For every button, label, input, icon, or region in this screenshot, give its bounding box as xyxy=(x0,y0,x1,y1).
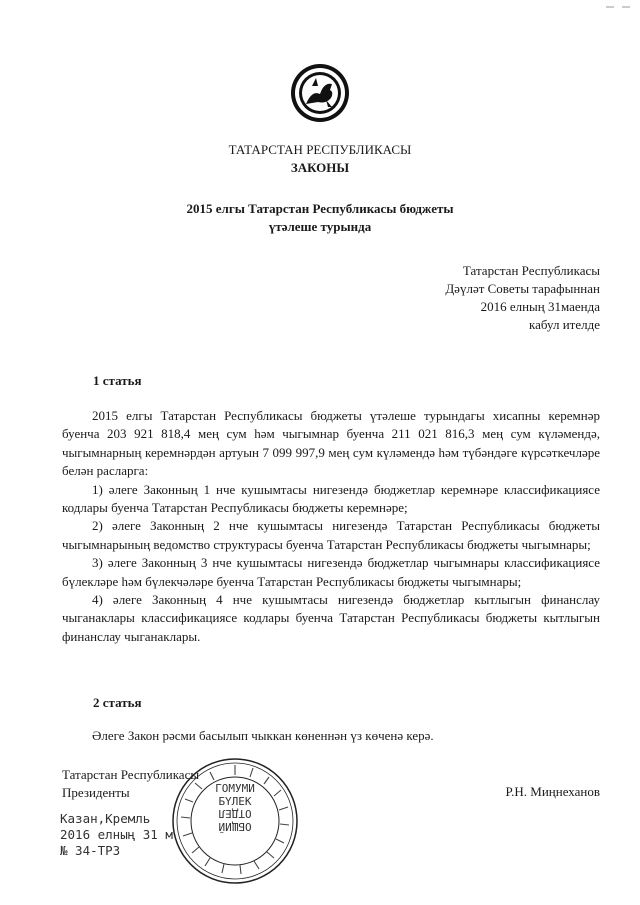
article2-text: Әлеге Закон рәсми басылып чыккан көненнән үз көченә керә. xyxy=(92,728,434,743)
document-title-line1: 2015 елгы Татарстан Республикасы бюджеты xyxy=(186,201,454,216)
seal-line3: ОТДЕЛ xyxy=(218,807,252,820)
seal-line1: ГОМУМИ xyxy=(215,782,255,795)
adoption-line1: Татарстан Республикасы xyxy=(462,263,600,278)
header-law: ЗАКОНЫ xyxy=(290,160,350,175)
article1-heading: 1 статья xyxy=(93,373,142,388)
article1-item3: 3) әлеге Законның 3 нче кушымтасы нигезендә бюджетлар чыгымнары классификациясе бүлекләре һәм бүлекчәләре буенча Татарстан Республикасы бюджеты чыгымнары; xyxy=(62,555,600,589)
seal-line2: БҮЛЕК xyxy=(218,795,252,808)
seal-line4: ОБЩИЙ xyxy=(218,820,252,833)
adoption-line3: 2016 елның 31маенда xyxy=(480,299,600,314)
adoption-line4: кабул ителде xyxy=(529,317,600,332)
article2-heading: 2 статья xyxy=(93,695,142,710)
scan-artifact xyxy=(600,0,640,8)
adoption-block xyxy=(445,262,600,334)
header-republic: ТАТАРСТАН РЕСПУБЛИКАСЫ xyxy=(228,142,412,157)
tatarstan-emblem-icon xyxy=(290,60,350,126)
document-title-line2: үтәлеше турында xyxy=(268,219,372,234)
article1-item1: 1) әлеге Законның 1 нче кушымтасы нигезендә бюджетлар керемнәре классификациясе кодлары буенча Татарстан Республикасы бюджеты керемнәре; xyxy=(62,481,600,516)
stamp-number: № 34-ТРЗ xyxy=(60,843,121,858)
article1-item4: 4) әлеге Законның 4 нче кушымтасы нигезендә бюджетлар кытлыгын финанслау чыганаклары классификациясе кодлары буенча Татарстан Республикасы бюджеты кытлыгын финанслау чыганаклары. xyxy=(62,592,600,644)
stamp-place: Казан,Кремль xyxy=(60,811,151,826)
stamp-date: 2016 елның 31 м xyxy=(60,827,173,842)
office-seal xyxy=(170,756,300,886)
signature-line1: Татарстан Республикасы xyxy=(62,767,200,782)
article1-body xyxy=(62,407,600,646)
article1-item2: 2) әлеге Законның 2 нче кушымтасы нигезендә Татарстан Республикасы бюджеты чыгымнарының ведомство структурасы буенча Татарстан Республикасы бюджеты чыгымнары; xyxy=(62,518,600,552)
signature-line2: Президенты xyxy=(62,785,130,800)
signatory-name: Р.Н. Миңнеханов xyxy=(505,784,600,799)
article1-intro: 2015 елгы Татарстан Республикасы бюджеты үтәлеше турындагы хисапны керемнәр буенча 203 921 818,4 мең сум һәм чыгымнар буенча 211 021 816,3 мең сум күләмендә, чыгымнарның керемнәрдән артуын 7 099 997,9 мең сум күләмендә һәм түбәндәге күрсәткечләре белән расларга: xyxy=(62,408,600,479)
registration-stamp xyxy=(60,811,173,859)
adoption-line2: Дәүләт Советы тарафыннан xyxy=(445,281,600,296)
